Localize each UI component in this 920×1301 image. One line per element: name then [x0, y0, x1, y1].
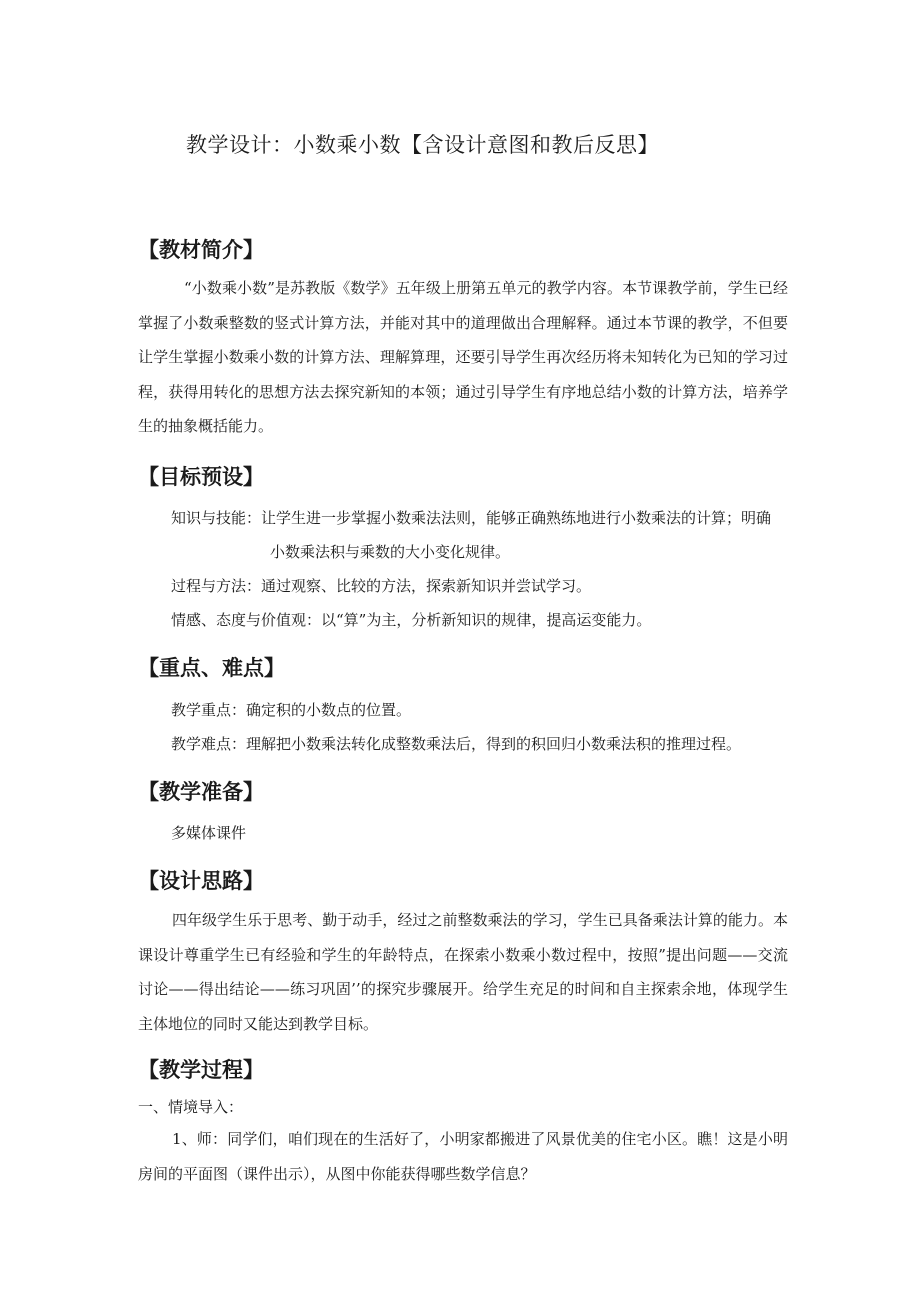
document-title: 教学设计：小数乘小数【含设计意图和教后反思】	[186, 133, 659, 157]
process-para1: 1、师：同学们，咱们现在的生活好了，小明家都搬进了风景优美的住宅小区。瞧！这是小明房间的平面图（课件出示），从图中你能获得哪些数学信息？	[138, 1130, 788, 1183]
heading-preparation: 【教学准备】	[138, 780, 264, 804]
goal-process: 过程与方法：通过观察、比较的方法，探索新知识并尝试学习。	[171, 577, 592, 595]
goal-knowledge-line2: 小数乘法积与乘数的大小变化规律。	[270, 543, 511, 561]
heading-material: 【教材简介】	[138, 238, 264, 262]
heading-process: 【教学过程】	[138, 1058, 264, 1082]
design-paragraph: 四年级学生乐于思考、勤于动手，经过之前整数乘法的学习，学生已具备乘法计算的能力。本课设计尊重学生已有经验和学生的年龄特点，在探索小数乘小数过程中，按照”提出问题——交流讨论——得出结论——练习巩固’’的探究步骤展开。给学生充足的时间和自主探索余地，体现学生主体地位的同时又能达到教学目标。	[138, 911, 788, 1033]
heading-goals: 【目标预设】	[138, 465, 264, 489]
difficult-point: 教学难点：理解把小数乘法转化成整数乘法后，得到的积回归小数乘法积的推理过程。	[171, 735, 742, 753]
heading-design: 【设计思路】	[138, 869, 264, 893]
key-point: 教学重点：确定积的小数点的位置。	[171, 701, 412, 719]
preparation-item: 多媒体课件	[171, 824, 247, 842]
heading-keypoints: 【重点、难点】	[138, 656, 285, 680]
process-step1: 一、情境导入：	[138, 1098, 244, 1116]
goal-knowledge-line1: 知识与技能：让学生进一步掌握小数乘法法则，能够正确熟练地进行小数乘法的计算；明确	[171, 509, 772, 527]
goal-emotion: 情感、态度与价值观：以“算”为主，分析新知识的规律，提高运变能力。	[171, 611, 652, 629]
material-paragraph: “小数乘小数”是苏教版《数学》五年级上册第五单元的教学内容。本节课教学前，学生已经掌握了小数乘整数的竖式计算方法，并能对其中的道理做出合理解释。通过本节课的教学，不但要让学生掌握小数乘小数的计算方法、理解算理，还要引导学生再次经历将未知转化为已知的学习过程，获得用转化的思想方法去探究新知的本领；通过引导学生有序地总结小数的计算方法，培养学生的抽象概括能力。	[138, 279, 788, 435]
